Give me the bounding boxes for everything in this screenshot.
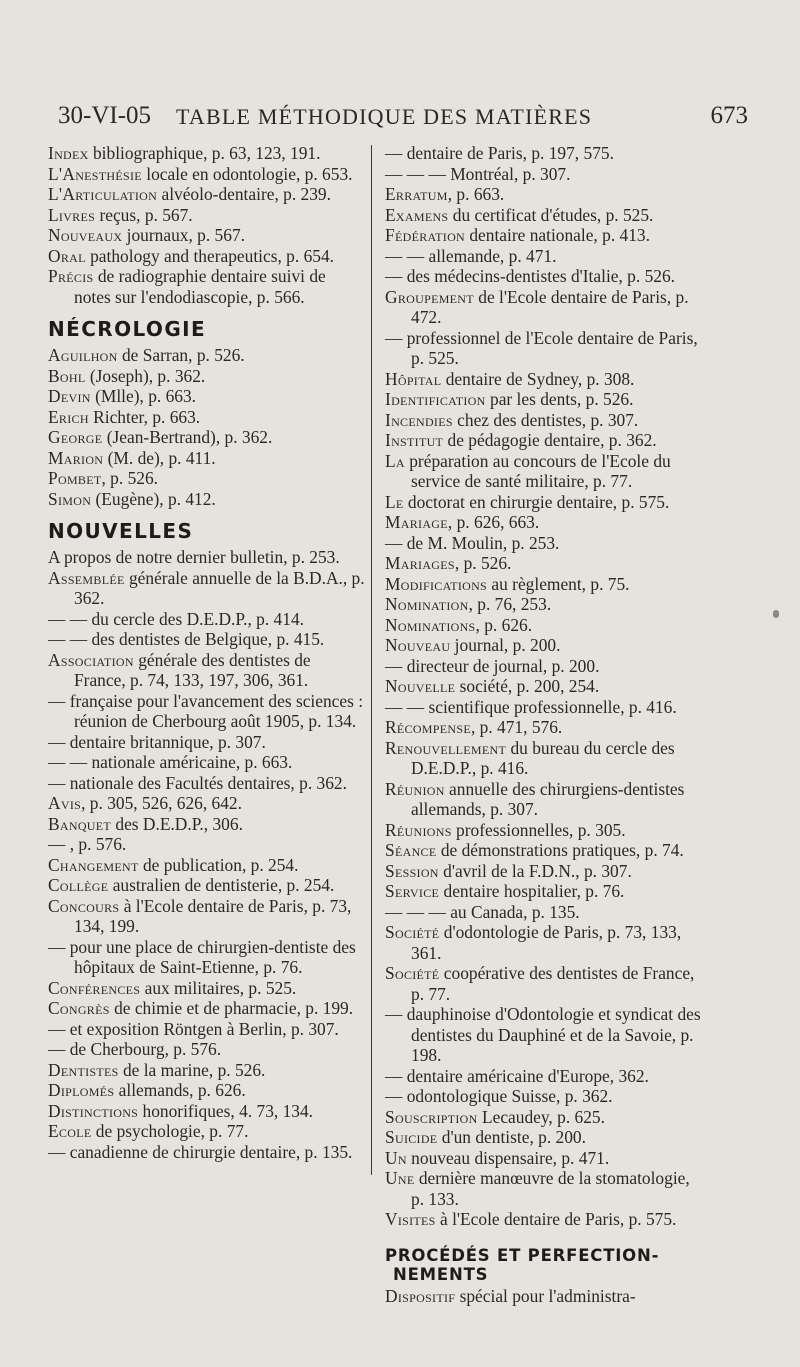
entry-text: d'odontologie de Paris, p. 73, 133, 361. — [411, 922, 682, 963]
entry-text: (Jean-Bertrand), p. 362. — [102, 427, 273, 447]
entry-headword: Le — [385, 491, 404, 512]
entry-text: — — du cercle des D.E.D.P., p. 414. — [48, 608, 304, 629]
index-entry — [385, 410, 707, 431]
entry-headword: Devin — [48, 386, 91, 406]
entry-headword: Dispositif — [385, 1285, 456, 1306]
entry-text: A propos de notre dernier bulletin, p. 253. — [48, 547, 340, 567]
entry-text: (M. de), p. 411. — [103, 447, 216, 468]
entry-text: dentaire hospitalier, p. 76. — [439, 881, 625, 901]
index-entry — [48, 1019, 366, 1040]
entry-headword: Séance — [385, 840, 437, 860]
entry-headword: Bohl — [48, 365, 86, 386]
entry-text: — dentaire américaine d'Europe, 362. — [385, 1065, 649, 1086]
index-entry — [385, 1004, 707, 1066]
entry-text: allemands, p. 626. — [114, 1080, 246, 1100]
entry-headword: Assemblée — [48, 567, 125, 588]
entry-headword: Nouvelle — [385, 676, 456, 696]
entry-headword: Récompense — [385, 717, 471, 737]
entry-text: annuelle des chirurgiens-dentistes allemands, p. 307. — [411, 778, 685, 819]
entry-text: reçus, p. 567. — [95, 204, 193, 225]
index-entry — [48, 366, 366, 387]
entry-headword: Marion — [48, 447, 104, 468]
index-entry — [385, 246, 707, 267]
index-entry — [385, 676, 707, 697]
index-entry — [385, 635, 707, 656]
entry-headword: Institut — [385, 430, 444, 450]
index-entry — [48, 407, 366, 428]
index-entry — [48, 1121, 366, 1142]
entry-text: de démonstrations pratiques, p. 74. — [436, 840, 684, 860]
entry-text: de publication, p. 254. — [138, 854, 299, 875]
entry-headword: Diplomés — [48, 1080, 115, 1100]
index-entry — [48, 752, 366, 773]
entry-headword: Distinctions — [48, 1100, 139, 1121]
entry-text: d'avril de la F.D.N., p. 307. — [438, 860, 632, 881]
entry-text: d'un dentiste, p. 200. — [437, 1127, 586, 1147]
entry-headword: Conférences — [48, 977, 141, 998]
entry-headword: Société — [385, 922, 440, 942]
right-column — [385, 143, 707, 1306]
entry-text: de radiographie dentaire suivi de notes sur l'endodiascopie, p. 566. — [74, 266, 326, 307]
index-entry — [48, 998, 366, 1019]
index-entry — [385, 840, 707, 861]
entry-text: — — allemande, p. 471. — [385, 245, 557, 266]
index-entry — [385, 533, 707, 554]
entry-text: générale des dentistes de France, p. 74, 133, 197, 306, 361. — [74, 649, 311, 690]
index-entry — [385, 205, 707, 226]
index-entry — [385, 553, 707, 574]
entry-headword: Erratum — [385, 184, 448, 204]
index-entry — [385, 184, 707, 205]
index-entry — [385, 512, 707, 533]
entry-text: par les dents, p. 526. — [485, 389, 634, 409]
entry-text: de psychologie, p. 77. — [91, 1121, 249, 1141]
index-entry — [48, 650, 366, 691]
index-entry — [385, 1127, 707, 1148]
entry-text: préparation au concours de l'Ecole du service de santé militaire, p. 77. — [404, 450, 671, 491]
index-entry — [385, 451, 707, 492]
index-entry — [48, 1142, 366, 1163]
entry-text: — — des dentistes de Belgique, p. 415. — [48, 629, 325, 649]
entry-headword: Pombet — [48, 468, 102, 488]
index-entry — [385, 574, 707, 595]
index-entry — [48, 266, 366, 307]
entry-text: — française pour l'avancement des sciences : réunion de Cherbourg août 1905, p. 134. — [48, 690, 364, 731]
entry-text: de pédagogie dentaire, p. 362. — [443, 430, 657, 450]
index-entry — [48, 1101, 366, 1122]
index-entry — [48, 1060, 366, 1081]
section-heading: NOUVELLES — [48, 519, 194, 543]
index-entry — [48, 773, 366, 794]
entry-headword: Renouvellement — [385, 737, 507, 758]
index-entry — [385, 861, 707, 882]
entry-text: — , p. 576. — [48, 834, 127, 854]
index-entry — [48, 345, 366, 366]
entry-headword: Réunions — [385, 819, 452, 840]
entry-text: de la marine, p. 526. — [118, 1059, 266, 1080]
entry-text: — — nationale américaine, p. 663. — [48, 752, 293, 772]
index-entry — [48, 691, 366, 732]
entry-text: bibliographique, p. 63, 123, 191. — [88, 143, 321, 163]
entry-headword: Service — [385, 881, 440, 901]
entry-headword: Livres — [48, 204, 96, 225]
index-entry — [48, 875, 366, 896]
entry-text: doctorat en chirurgie dentaire, p. 575. — [403, 491, 670, 512]
index-entry — [385, 369, 707, 390]
index-entry — [385, 717, 707, 738]
entry-headword: Session — [385, 860, 439, 881]
entry-headword: Réunion — [385, 778, 445, 799]
entry-text: — — — Montréal, p. 307. — [385, 163, 571, 184]
entry-headword: Collège — [48, 875, 109, 895]
entry-text: chez des dentistes, p. 307. — [452, 409, 639, 430]
entry-headword: Association — [48, 649, 134, 670]
entry-headword: Simon — [48, 488, 92, 509]
index-entry — [385, 594, 707, 615]
entry-text: — dentaire de Paris, p. 197, 575. — [385, 143, 614, 163]
entry-text: — — — au Canada, p. 135. — [385, 901, 580, 922]
index-entry — [385, 1209, 707, 1230]
entry-text: dernière manœuvre de la stomatologie, p. 133. — [411, 1168, 690, 1209]
entry-headword: Visites — [385, 1209, 436, 1229]
index-entry — [385, 656, 707, 677]
index-entry — [385, 328, 707, 369]
entry-text: dentaire nationale, p. 413. — [465, 225, 650, 245]
entry-text: de Sarran, p. 526. — [117, 345, 245, 365]
column-divider — [371, 145, 372, 1175]
entry-text: honorifiques, 4. 73, 134. — [138, 1100, 314, 1121]
entry-text: nouveau dispensaire, p. 471. — [406, 1147, 610, 1168]
left-column — [48, 143, 366, 1162]
entry-text: coopérative des dentistes de France, p. 77. — [411, 963, 695, 1004]
entry-text: — pour une place de chirurgien-dentiste des hôpitaux de Saint-Etienne, p. 76. — [48, 936, 356, 977]
entry-headword: Banquet — [48, 813, 112, 834]
entry-text: , p. 626. — [475, 614, 533, 635]
entry-headword: Fédération — [385, 225, 465, 245]
index-entry — [48, 937, 366, 978]
index-entry — [48, 814, 366, 835]
entry-text: , p. 305, 526, 626, 642. — [81, 793, 242, 813]
entry-text: à l'Ecole dentaire de Paris, p. 73, 134, 199. — [74, 895, 352, 936]
entry-text: — nationale des Facultés dentaires, p. 362. — [48, 772, 347, 793]
entry-headword: Incendies — [385, 409, 453, 430]
entry-text: du certificat d'études, p. 525. — [448, 204, 654, 225]
entry-text: , p. 663. — [447, 184, 505, 204]
entry-text: du bureau du cercle des D.E.D.P., p. 416. — [411, 737, 675, 778]
index-entry — [385, 430, 707, 451]
entry-text: Richter, p. 663. — [88, 406, 201, 427]
index-entry — [385, 389, 707, 410]
entry-text: au règlement, p. 75. — [487, 573, 630, 594]
index-entry — [48, 225, 366, 246]
entry-text: des D.E.D.P., 306. — [111, 813, 243, 834]
index-entry — [48, 568, 366, 609]
index-entry — [48, 427, 366, 448]
entry-text: — — scientifique professionnelle, p. 416. — [385, 696, 677, 717]
entry-text: Lecaudey, p. 625. — [477, 1106, 605, 1127]
section-heading-line: PROCÉDÉS ET PERFECTION- — [385, 1245, 660, 1265]
entry-headword: Concours — [48, 895, 120, 916]
index-entry — [385, 697, 707, 718]
index-entry — [385, 266, 707, 287]
index-entry — [48, 629, 366, 650]
index-entry — [48, 978, 366, 999]
section-heading — [385, 1246, 707, 1284]
entry-headword: Oral — [48, 245, 86, 266]
index-entry — [385, 225, 707, 246]
entry-headword: Identification — [385, 389, 486, 409]
page-number: 673 — [710, 102, 748, 129]
index-entry — [48, 855, 366, 876]
entry-headword: Précis — [48, 266, 94, 286]
entry-text: de chimie et de pharmacie, p. 199. — [109, 998, 354, 1018]
entry-text: , p. 526. — [101, 468, 159, 488]
entry-headword: Ecole — [48, 1121, 92, 1141]
entry-text: — de M. Moulin, p. 253. — [385, 532, 560, 553]
entry-text: à l'Ecole dentaire de Paris, p. 575. — [435, 1209, 677, 1229]
entry-headword: Hôpital — [385, 368, 442, 389]
entry-text: journal, p. 200. — [450, 635, 561, 655]
index-entry — [48, 184, 366, 205]
entry-text: — dauphinoise d'Odontologie et syndicat des dentistes du Dauphiné et de la Savoie, p. 198. — [385, 1004, 701, 1065]
entry-headword: Souscription — [385, 1106, 478, 1127]
entry-text: — odontologique Suisse, p. 362. — [385, 1086, 613, 1106]
entry-text: pathology and therapeutics, p. 654. — [85, 245, 335, 266]
index-entry — [385, 1086, 707, 1107]
index-entry — [48, 246, 366, 267]
entry-text: dentaire de Sydney, p. 308. — [441, 368, 635, 389]
index-entry — [385, 492, 707, 513]
index-entry — [385, 1148, 707, 1169]
index-entry — [385, 963, 707, 1004]
entry-text: locale en odontologie, p. 653. — [141, 163, 353, 184]
entry-text: australien de dentisterie, p. 254. — [108, 875, 335, 895]
entry-text: aux militaires, p. 525. — [140, 977, 297, 998]
index-entry — [48, 1080, 366, 1101]
entry-headword: Changement — [48, 854, 139, 875]
entry-text: , p. 626, 663. — [447, 512, 540, 532]
entry-headword: Nomination — [385, 594, 469, 614]
index-entry — [48, 834, 366, 855]
entry-headword: Dentistes — [48, 1059, 119, 1080]
margin-speck — [773, 610, 779, 618]
entry-text: , p. 76, 253. — [468, 594, 552, 614]
page-header — [58, 102, 748, 136]
entry-text: , p. 471, 576. — [470, 717, 563, 737]
issue-date: 30-VI-05 — [58, 102, 152, 129]
section-heading-line: NEMENTS — [393, 1264, 489, 1284]
index-entry — [48, 164, 366, 185]
index-entry — [385, 1107, 707, 1128]
entry-text: (Mlle), p. 663. — [90, 386, 197, 406]
section-heading: NÉCROLOGIE — [48, 317, 207, 341]
entry-text: alvéolo-dentaire, p. 239. — [157, 184, 331, 204]
entry-headword: Aguilhon — [48, 345, 118, 365]
entry-headword: Erich — [48, 406, 89, 427]
entry-headword: Examens — [385, 204, 449, 225]
index-entry — [385, 881, 707, 902]
index-entry — [385, 922, 707, 963]
index-entry — [385, 820, 707, 841]
index-entry — [385, 615, 707, 636]
entry-headword: Avis — [48, 793, 82, 813]
entry-text: — de Cherbourg, p. 576. — [48, 1039, 222, 1059]
entry-text: — et exposition Röntgen à Berlin, p. 307. — [48, 1018, 339, 1039]
index-entry — [385, 1066, 707, 1087]
entry-text: , p. 526. — [454, 553, 512, 573]
index-entry — [48, 793, 366, 814]
entry-text: — professionnel de l'Ecole dentaire de Paris, p. 525. — [385, 327, 698, 368]
entry-text: générale annuelle de la B.D.A., p. 362. — [74, 567, 365, 608]
entry-text: — directeur de journal, p. 200. — [385, 655, 600, 676]
index-entry — [48, 896, 366, 937]
entry-text: spécial pour l'administra- — [455, 1285, 636, 1306]
index-entry — [48, 1039, 366, 1060]
entry-text: — des médecins-dentistes d'Italie, p. 526. — [385, 266, 676, 286]
index-entry — [48, 732, 366, 753]
entry-headword: Congrès — [48, 998, 110, 1018]
index-entry — [48, 386, 366, 407]
entry-headword: Nouveaux — [48, 225, 123, 245]
index-entry — [48, 468, 366, 489]
entry-headword: Nouveau — [385, 635, 451, 655]
running-title: TABLE MÉTHODIQUE DES MATIÈRES — [176, 104, 593, 129]
entry-headword: Suicide — [385, 1127, 438, 1147]
index-entry — [48, 489, 366, 510]
entry-headword: Un — [385, 1147, 407, 1168]
entry-headword: La — [385, 450, 405, 471]
entry-text: journaux, p. 567. — [122, 225, 245, 245]
entry-text: (Joseph), p. 362. — [85, 365, 206, 386]
index-entry — [48, 609, 366, 630]
entry-headword: Groupement — [385, 286, 474, 307]
entry-headword: Société — [385, 963, 440, 983]
index-entry — [385, 779, 707, 820]
entry-text: société, p. 200, 254. — [455, 676, 600, 696]
index-entry — [385, 1286, 707, 1307]
entry-headword: George — [48, 427, 103, 447]
entry-text: de l'Ecole dentaire de Paris, p. 472. — [411, 286, 689, 327]
entry-text: — canadienne de chirurgie dentaire, p. 135. — [48, 1141, 353, 1162]
index-entry — [385, 164, 707, 185]
index-entry — [385, 902, 707, 923]
index-entry — [385, 738, 707, 779]
index-entry — [48, 547, 366, 568]
entry-headword: L'Articulation — [48, 184, 158, 204]
entry-headword: Une — [385, 1168, 415, 1188]
entry-headword: Mariages — [385, 553, 455, 573]
entry-headword: Nominations — [385, 614, 476, 635]
index-entry — [48, 448, 366, 469]
entry-headword: Index — [48, 143, 89, 163]
entry-headword: Mariage — [385, 512, 448, 532]
index-entry — [385, 287, 707, 328]
entry-text: — dentaire britannique, p. 307. — [48, 731, 266, 752]
entry-headword: Modifications — [385, 573, 488, 594]
entry-text: (Eugène), p. 412. — [91, 488, 216, 509]
index-entry — [385, 143, 707, 164]
index-entry — [48, 205, 366, 226]
entry-headword: L'Anesthésie — [48, 163, 142, 184]
index-entry — [48, 143, 366, 164]
entry-text: professionnelles, p. 305. — [451, 819, 626, 840]
index-entry — [385, 1168, 707, 1209]
